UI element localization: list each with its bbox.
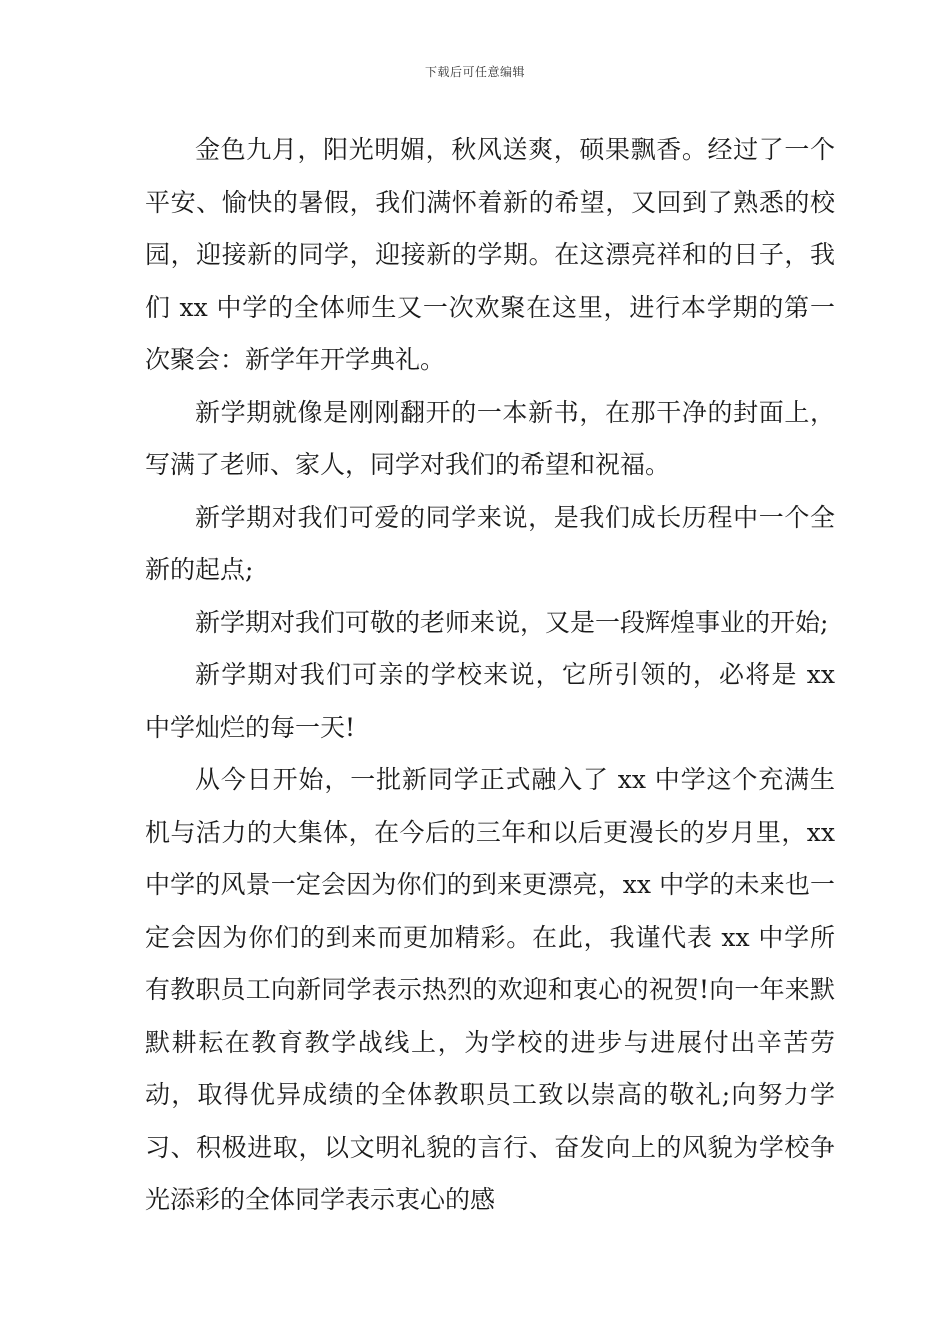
paragraph-3: 新学期对我们可爱的同学来说，是我们成长历程中一个全新的起点; xyxy=(145,502,835,584)
page-header: 下载后可任意编辑 xyxy=(424,65,525,79)
paragraph-2: 新学期就像是刚刚翻开的一本新书，在那干净的封面上，写满了老师、家人，同学对我们的希望和祝福。 xyxy=(145,397,835,479)
paragraph-1: 金色九月，阳光明媚，秋风送爽，硕果飘香。经过了一个平安、愉快的暑假，我们满怀着新的希望，又回到了熟悉的校园，迎接新的同学，迎接新的学期。在这漂亮祥和的日子，我们 xx 中学的全体师生又一次欢聚在这里，进行本学期的第一次聚会：新学年开学典礼。 xyxy=(145,135,835,374)
paragraph-5: 新学期对我们可亲的学校来说，它所引领的，必将是 xx 中学灿烂的每一天! xyxy=(145,660,835,742)
paragraph-6: 从今日开始，一批新同学正式融入了 xx 中学这个充满生机与活力的大集体，在今后的三年和以后更漫长的岁月里，xx 中学的风景一定会因为你们的到来更漂亮，xx 中学的未来也一定会因为你们的到来而更加精彩。在此，我谨代表 xx 中学所有教职员工向新同学表示热烈的欢迎和衷心的祝贺!向一年来默默耕耘在教育教学战线上，为学校的进步与进展付出辛苦劳动，取得优异成绩的全体教职员工致以崇高的敬礼;向努力学习、积极进取，以文明礼貌的言行、奋发向上的风貌为学校争光添彩的全体同学表示衷心的感 xyxy=(145,765,835,1214)
document-body xyxy=(145,124,835,1227)
paragraph-4: 新学期对我们可敬的老师来说，又是一段辉煌事业的开始; xyxy=(195,607,829,637)
